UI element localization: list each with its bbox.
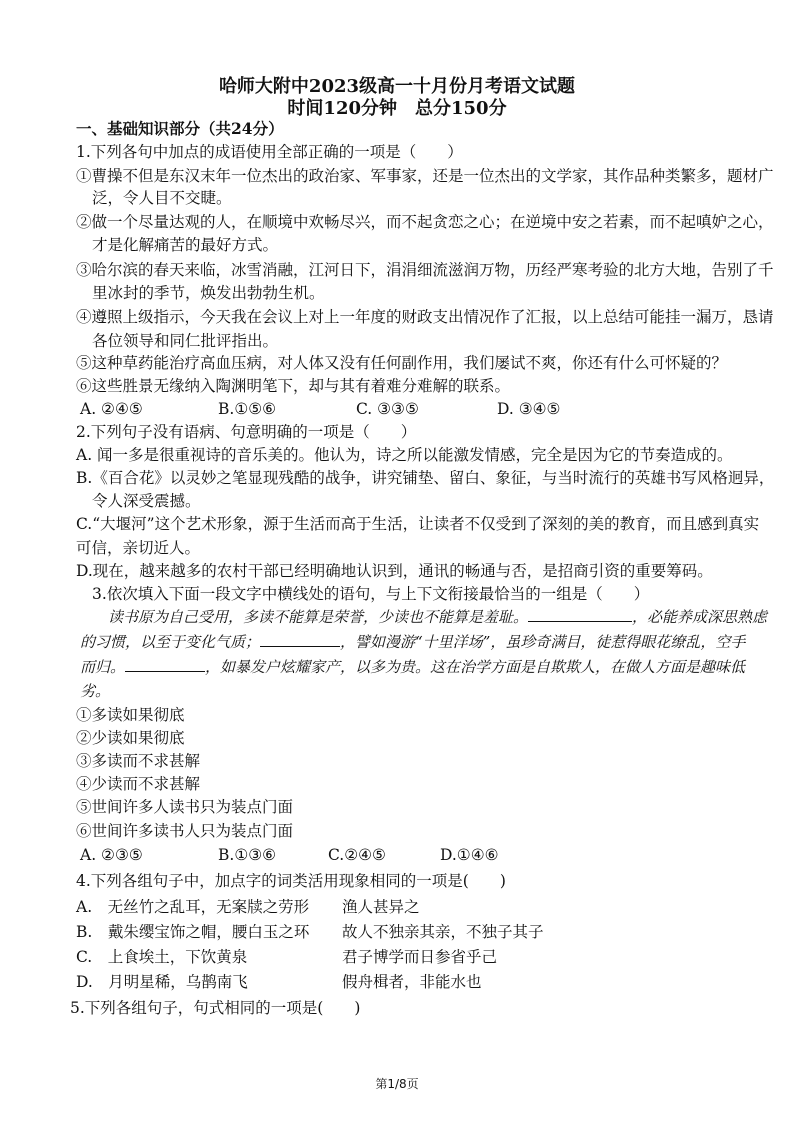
fill-blank-3 xyxy=(125,657,205,672)
q4-row-c-left: C. 上食埃土，下饮黄泉 xyxy=(76,948,248,966)
q1-line: ②做一个尽量达观的人，在顺境中欢畅尽兴，而不起贪恋之心；在逆境中安之若素，而不起嗔妒之心， xyxy=(76,213,774,231)
q2-line: A. 闻一多是很重视诗的音乐美的。他认为，诗之所以能激发情感，完全是因为它的节奏造成的。 xyxy=(76,446,733,464)
q1-option-a: A. ②④⑤ xyxy=(80,400,143,418)
q1-line: 各位领导和同仁批评指出。 xyxy=(92,332,279,350)
q4-row-a-left: A. 无丝竹之乱耳，无案牍之劳形 xyxy=(76,898,310,916)
q3-option-a: A. ②③⑤ xyxy=(80,846,143,864)
q3-stem: 3.依次填入下面一段文字中横线处的语句，与上下文衔接最恰当的一组是（ ） xyxy=(92,585,650,603)
q2-line: 令人深受震撼。 xyxy=(92,492,201,510)
q1-line: 泛，令人目不交睫。 xyxy=(92,189,232,207)
q3-option-b: B.①③⑥ xyxy=(218,846,277,864)
q3-passage-text: ，譬如漫游“十里洋场”，虽珍奇满目，徒惹得眼花缭乱，空手 xyxy=(340,633,746,651)
q3-passage-line xyxy=(80,657,745,677)
q3-item: ⑤世间许多人读书只为装点门面 xyxy=(76,798,294,816)
q1-option-c: C. ③③⑤ xyxy=(356,400,419,418)
q2-stem: 2.下列句子没有语病、句意明确的一项是（ ） xyxy=(76,423,417,441)
q1-line: ⑥这些胜景无缘纳入陶渊明笔下，却与其有着难分难解的联系。 xyxy=(76,377,511,395)
q3-item: ③多读而不求甚解 xyxy=(76,752,201,770)
q3-passage-text: 读书原为自己受用，多读不能算是荣誉，少读也不能算是羞耻。 xyxy=(108,608,529,626)
q3-option-c: C.②④⑤ xyxy=(328,846,386,864)
q3-passage-text: 而归。 xyxy=(80,658,126,676)
q4-row-b-right: 故人不独亲其亲，不独子其子 xyxy=(342,923,544,941)
q3-item: ④少读而不求甚解 xyxy=(76,775,201,793)
q4-row-c-right: 君子博学而日参省乎己 xyxy=(342,948,498,966)
q3-passage-line xyxy=(108,607,767,627)
q1-line: ③哈尔滨的春天来临，冰雪消融，江河日下，涓涓细流滋润万物，历经严寒考验的北方大地，告别了千 xyxy=(76,261,774,279)
q1-option-d: D. ③④⑤ xyxy=(497,400,561,418)
q4-row-d-left: D. 月明星稀，乌鹊南飞 xyxy=(76,973,248,991)
page-subtitle: 时间120分钟 总分150分 xyxy=(287,98,507,119)
q1-line: 才是化解痛苦的最好方式。 xyxy=(92,236,279,254)
page-number: 第1/8页 xyxy=(375,1077,419,1091)
q5-stem: 5.下列各组句子，句式相同的一项是( ) xyxy=(70,999,361,1017)
q4-row-b-left: B. 戴朱缨宝饰之帽，腰白玉之环 xyxy=(76,923,310,941)
q2-line: C.“大堰河”这个艺术形象，源于生活而高于生活，让读者不仅受到了深刻的美的教育，而且感到真实 xyxy=(76,515,760,533)
fill-blank-1 xyxy=(528,607,632,622)
q2-line: 可信，亲切近人。 xyxy=(76,539,201,557)
page-title: 哈师大附中2023级高一十月份月考语文试题 xyxy=(218,76,576,97)
q4-row-a-right: 渔人甚异之 xyxy=(342,898,420,916)
q3-item: ⑥世间许多读书人只为装点门面 xyxy=(76,822,294,840)
q2-line: D.现在，越来越多的农村干部已经明确地认识到，通讯的畅通与否，是招商引资的重要筹码。 xyxy=(76,562,713,580)
q1-option-b: B.①⑤⑥ xyxy=(218,400,277,418)
q4-row-d-right: 假舟楫者，非能水也 xyxy=(342,973,482,991)
q1-line: ①曹操不但是东汉末年一位杰出的政治家、军事家，还是一位杰出的文学家，其作品种类繁多，题材广 xyxy=(76,167,774,185)
fill-blank-2 xyxy=(260,632,340,647)
q2-line: B.《百合花》以灵妙之笔显现残酷的战争，讲究铺垫、留白、象征，与当时流行的英雄书写风格迥异， xyxy=(76,469,775,487)
q1-line: 里冰封的季节，焕发出勃勃生机。 xyxy=(92,284,325,302)
q1-line: ④遵照上级指示，今天我在会议上对上一年度的财政支出情况作了汇报，以上总结可能挂一漏万，恳请 xyxy=(76,308,774,326)
q3-passage-line xyxy=(80,632,745,652)
q3-option-d: D.①④⑥ xyxy=(440,846,499,864)
q1-stem: 1.下列各句中加点的成语使用全部正确的一项是（ ） xyxy=(76,143,463,161)
q4-stem: 4.下列各组句子中，加点字的词类活用现象相同的一项是( ) xyxy=(76,872,506,890)
q3-passage-text: 的习惯，以至于变化气质； xyxy=(80,633,261,651)
q3-passage-text: ，必能养成深思熟虑 xyxy=(632,608,768,626)
q3-item: ②少读如果彻底 xyxy=(76,729,185,747)
section-heading: 一、基础知识部分（共24分） xyxy=(76,119,284,138)
q3-item: ①多读如果彻底 xyxy=(76,706,185,724)
q3-passage-line: 劣。 xyxy=(80,682,111,700)
q1-line: ⑤这种草药能治疗高血压病，对人体又没有任何副作用，我们屡试不爽，你还有什么可怀疑的？ xyxy=(76,354,728,372)
q3-passage-text: ，如暴发户炫耀家产，以多为贵。这在治学方面是自欺欺人，在做人方面是趣味低 xyxy=(205,658,746,676)
